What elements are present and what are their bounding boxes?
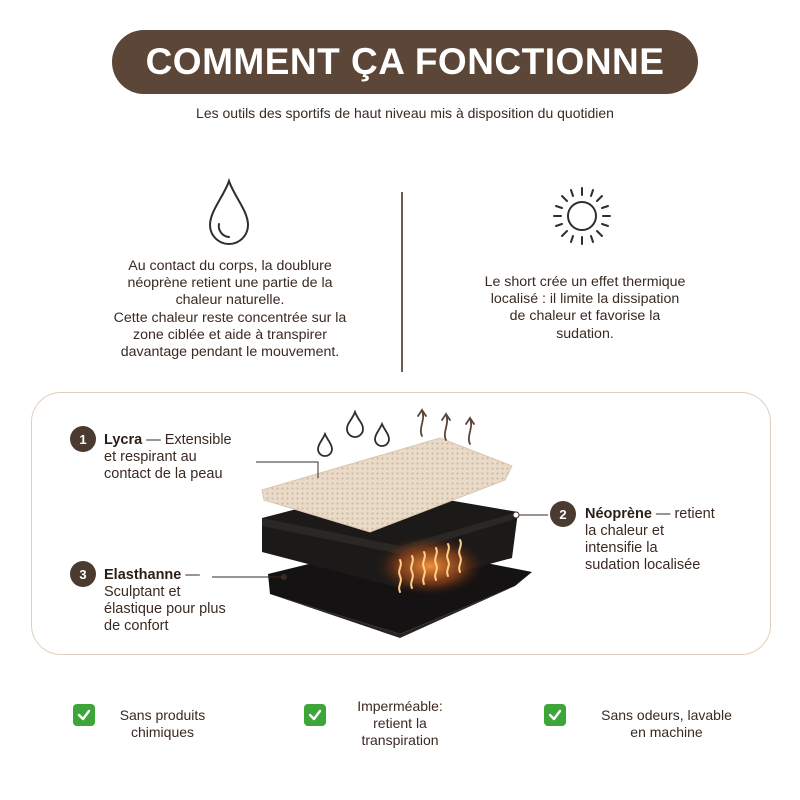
layer-1-desc: — Extensible <box>146 432 232 448</box>
layer-1-badge: 1 <box>70 426 96 452</box>
text-line: chaleur naturelle. <box>175 292 285 309</box>
text-line: sudation. <box>556 325 614 342</box>
feature-2-text <box>335 698 465 749</box>
layer-2-desc: sudation localisée <box>585 557 701 573</box>
check-icon <box>73 704 95 726</box>
text-line: Cette chaleur reste concentrée sur la <box>113 309 347 326</box>
layer-2-badge: 2 <box>550 501 576 527</box>
layer-1-text <box>104 432 254 483</box>
feature-3-text <box>584 707 749 741</box>
text-line: zone ciblée et aide à transpirer <box>132 326 327 343</box>
layer-2-desc: intensifie la <box>585 540 658 556</box>
text-line: Sans odeurs, lavable <box>601 707 732 723</box>
text-line: chimiques <box>130 724 195 740</box>
layer-1-name: Lycra <box>104 432 143 448</box>
subtitle: Les outils des sportifs de haut niveau mis à disposition du quotidien <box>196 105 614 121</box>
feature-1-text <box>100 707 225 741</box>
layer-1-desc: et respirant au <box>104 449 197 465</box>
layer-1-desc: contact de la peau <box>104 466 223 482</box>
text-line: Sans produits <box>119 707 206 723</box>
layer-2-text <box>585 506 745 574</box>
text-line: néoprène retient une partie de la <box>127 275 333 292</box>
layer-3-desc: Sculptant et <box>104 584 181 600</box>
page-title: COMMENT ÇA FONCTIONNE <box>145 41 665 82</box>
text-line: en machine <box>630 724 703 740</box>
layer-2-name: Néoprène <box>585 506 652 522</box>
text-line: Imperméable: <box>357 698 443 714</box>
layer-3-name: Elasthanne <box>104 567 182 583</box>
text-line: retient la <box>373 715 427 731</box>
check-icon <box>544 704 566 726</box>
layer-3-desc: élastique pour plus <box>104 601 226 617</box>
text-line: transpiration <box>361 732 439 748</box>
text-line: Au contact du corps, la doublure <box>128 258 332 274</box>
layer-3-text <box>104 567 254 635</box>
text-line: Le short crée un effet thermique <box>484 274 686 290</box>
layer-3-desc: de confort <box>104 618 169 634</box>
text-line: davantage pendant le mouvement. <box>120 344 340 361</box>
layer-2-desc: — retient <box>655 506 715 522</box>
layer-3-desc: — <box>185 567 200 583</box>
layer-3-badge: 3 <box>70 561 96 587</box>
text-line: de chaleur et favorise la <box>509 308 661 325</box>
check-icon <box>304 704 326 726</box>
text-line: localisé : il limite la dissipation <box>490 291 680 308</box>
layer-2-desc: la chaleur et <box>585 523 664 539</box>
